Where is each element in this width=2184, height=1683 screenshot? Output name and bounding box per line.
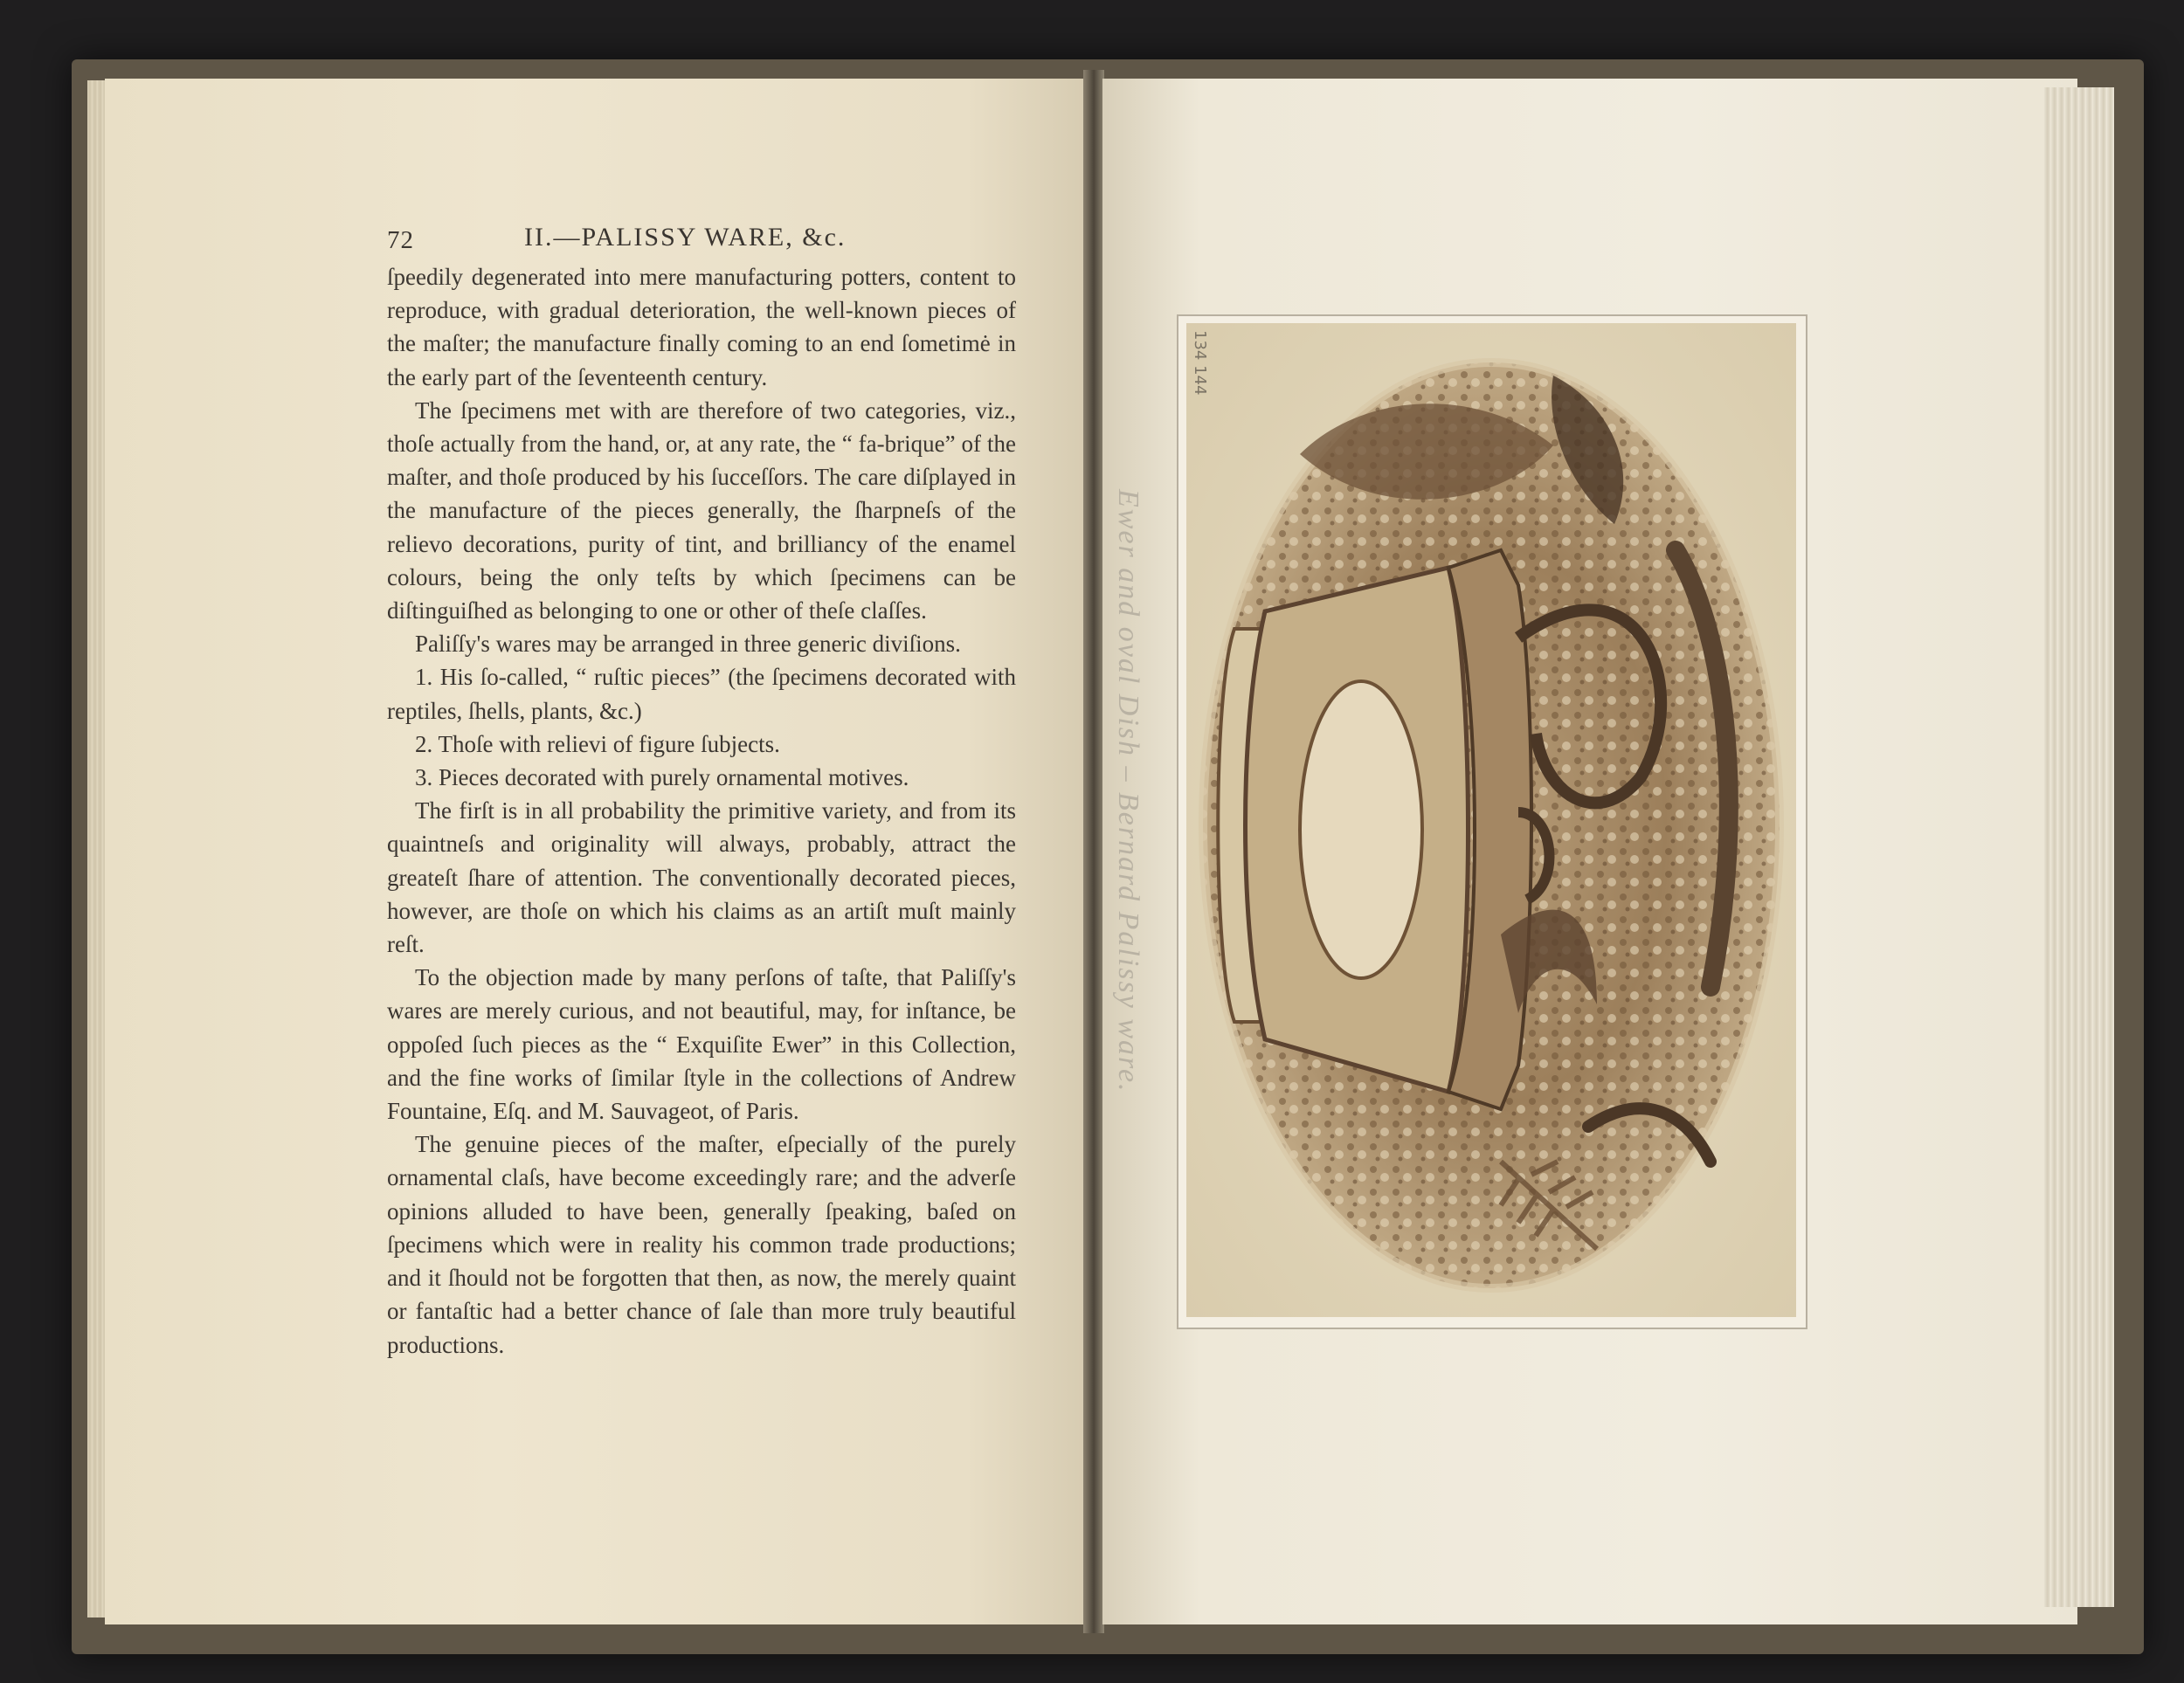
page-edges-right <box>2044 87 2114 1607</box>
list-item: 3. Pieces decorated with purely ornamental motives. <box>415 764 909 791</box>
paragraph: To the objection made by many perſons of taſte, that Paliſſy's wares are merely curious, and not beautiful, may, for inſtance, be oppoſed ſuch pieces as the “ Exquiſite Ewer” in this Collection, and the fine works of ſimilar ſtyle in the collections of Andrew Fountaine, Eſq. and M. Sauvageot, of Paris. <box>387 964 1016 1125</box>
list-item: 1. His ſo-called, “ ruſtic pieces” (the ſpecimens decorated with reptiles, ſhells, plants, &c.) <box>387 664 1016 724</box>
photo-catalogue-number: 134 144 <box>1191 330 1209 396</box>
list-item: 2. Thoſe with relievi of figure ſubjects. <box>415 730 780 757</box>
page-number: 72 <box>387 226 414 254</box>
paragraph: ſpeedily degenerated into mere manufacturing potters, content to reproduce, with gradual deterioration, the well-known pieces of the maſter; the manufacture finally coming to an end ſometimė in the early part of the ſeventeenth century. <box>387 264 1016 390</box>
chapter-title: II.—PALISSY WARE, &c. <box>524 223 847 252</box>
paragraph: The ſpecimens met with are therefore of two categories, viz., thoſe actually from the hand, or, at any rate, the “ fa-brique” of the maſter, and thoſe produced by his ſucceſſors. The care diſplayed in the manufacture of the pieces generally, the ſharpneſs of the relievo decorations, purity of tint, and brilliancy of the enamel colours, being the only teſts by which ſpecimens can be diſtinguiſhed as belonging to one or other of theſe claſſes. <box>387 397 1016 624</box>
paragraph: Paliſſy's wares may be arranged in three generic diviſions. <box>415 631 961 658</box>
paragraph: The firſt is in all probability the primitive variety, and from its quaintneſs and originality will always, probably, attract the greateſt ſhare of attention. The conventionally decorated pieces, however, are thoſe on which his claims as an artiſt muſt mainly reſt. <box>387 797 1016 958</box>
photograph-palissy-dish <box>1186 323 1796 1317</box>
book-gutter <box>1083 70 1104 1633</box>
paragraph: The genuine pieces of the maſter, eſpecially of the purely ornamental claſs, have become exceedingly rare; and the adverſe opinions alluded to have been, generally ſpeaking, baſed on ſpecimens which were in reality his common trade productions; and it ſhould not be forgotten that then, as now, the merely quaint or fantaſtic had a better chance of ſale than more truly beautiful productions. <box>387 1131 1016 1358</box>
body-text <box>387 260 1016 1362</box>
handwritten-caption: Ewer and oval Dish – Bernard Palissy ware. <box>1112 489 1144 1093</box>
palissy-dish-illustration <box>1186 323 1796 1317</box>
